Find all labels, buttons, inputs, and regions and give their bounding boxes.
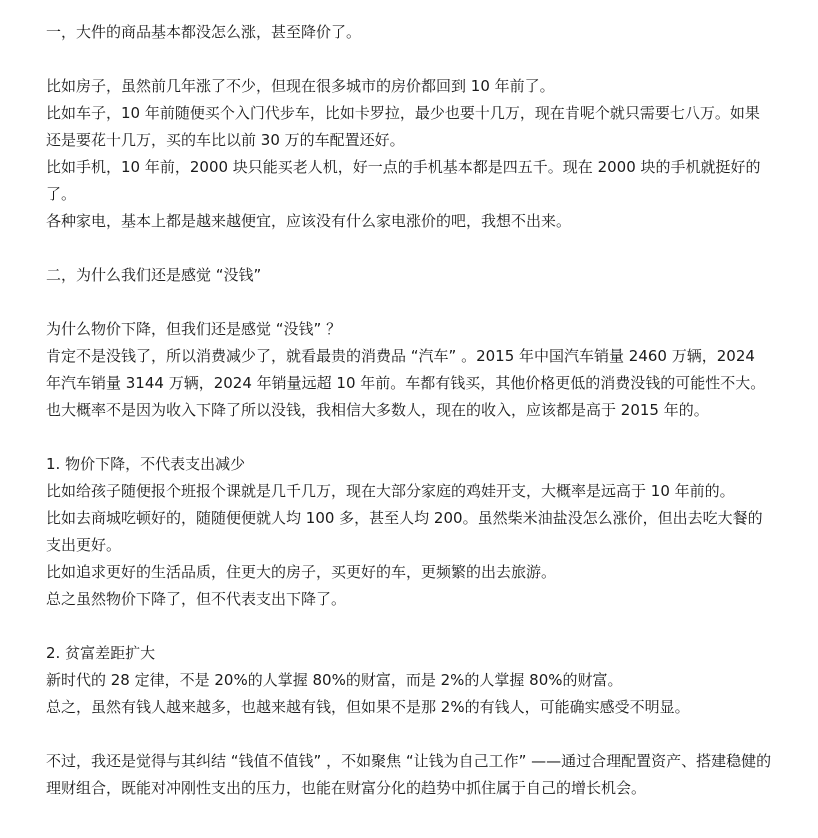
paragraph-cars: 比如车子，10 年前随便买个入门代步车，比如卡罗拉，最少也要十几万，现在肯呢个就只需要七八万。如果还是要花十几万，买的车比以前 30 万的车配置还好。 (46, 104, 760, 149)
paragraph-phones: 比如手机，10 年前，2000 块只能买老人机，好一点的手机基本都是四五千。现在 2000 块的手机就挺好的了。 (46, 158, 761, 203)
paragraph-summary-1: 总之虽然物价下降了，但不代表支出下降了。 (46, 590, 347, 608)
paragraph-dining: 比如去商城吃顿好的，随随便便就人均 100 多，甚至人均 200。虽然柴米油盐没怎么涨价，但出去吃大餐的支出更好。 (46, 509, 763, 554)
blank-line (46, 613, 774, 640)
paragraph-education: 比如给孩子随便报个班报个课就是几千几万，现在大部分家庭的鸡娃开支，大概率是远高于 10 年前的。 (46, 482, 735, 500)
question-line: 为什么物价下降，但我们还是感觉 “没钱” ？ (46, 320, 342, 338)
paragraph-appliances: 各种家电，基本上都是越来越便宜，应该没有什么家电涨价的吧，我想不出来。 (46, 212, 572, 230)
paragraph-income: 也大概率不是因为收入下降了所以没钱，我相信大多数人，现在的收入，应该都是高于 2015 年的。 (46, 401, 709, 419)
paragraph-car-sales: 肯定不是没钱了，所以消费减少了，就看最贵的消费品 “汽车” 。2015 年中国汽车销量 2460 万辆，2024 年汽车销量 3144 万辆，2024 年销量远超 10 年前。车都有钱买，其他价格更低的消费没钱的可能性不大。 (46, 347, 766, 392)
paragraph-summary-2: 总之，虽然有钱人越来越多，也越来越有钱，但如果不是那 2%的有钱人，可能确实感受不明显。 (46, 698, 690, 716)
blank-line (46, 424, 774, 451)
blank-line (46, 235, 774, 262)
article-body (46, 19, 774, 802)
blank-line (46, 289, 774, 316)
blank-line (46, 46, 774, 73)
paragraph-lifestyle: 比如追求更好的生活品质，住更大的房子，买更好的车，更频繁的出去旅游。 (46, 563, 557, 581)
paragraph-houses: 比如房子，虽然前几年涨了不少，但现在很多城市的房价都回到 10 年前了。 (46, 77, 555, 95)
point-heading-1: 1. 物价下降，不代表支出减少 (46, 455, 246, 473)
section-heading-1: 一，大件的商品基本都没怎么涨，甚至降价了。 (46, 23, 362, 41)
section-heading-2: 二，为什么我们还是感觉 “没钱” (46, 266, 262, 284)
blank-line (46, 721, 774, 748)
paragraph-conclusion: 不过，我还是觉得与其纠结 “钱值不值钱” ，不如聚焦 “让钱为自己工作” ——通过合理配置资产、搭建稳健的理财组合，既能对冲刚性支出的压力，也能在财富分化的趋势中抓住属于自己的增长机会。 (46, 752, 772, 797)
point-heading-2: 2. 贫富差距扩大 (46, 644, 156, 662)
paragraph-28-rule: 新时代的 28 定律，不是 20%的人掌握 80%的财富，而是 2%的人掌握 80%的财富。 (46, 671, 623, 689)
